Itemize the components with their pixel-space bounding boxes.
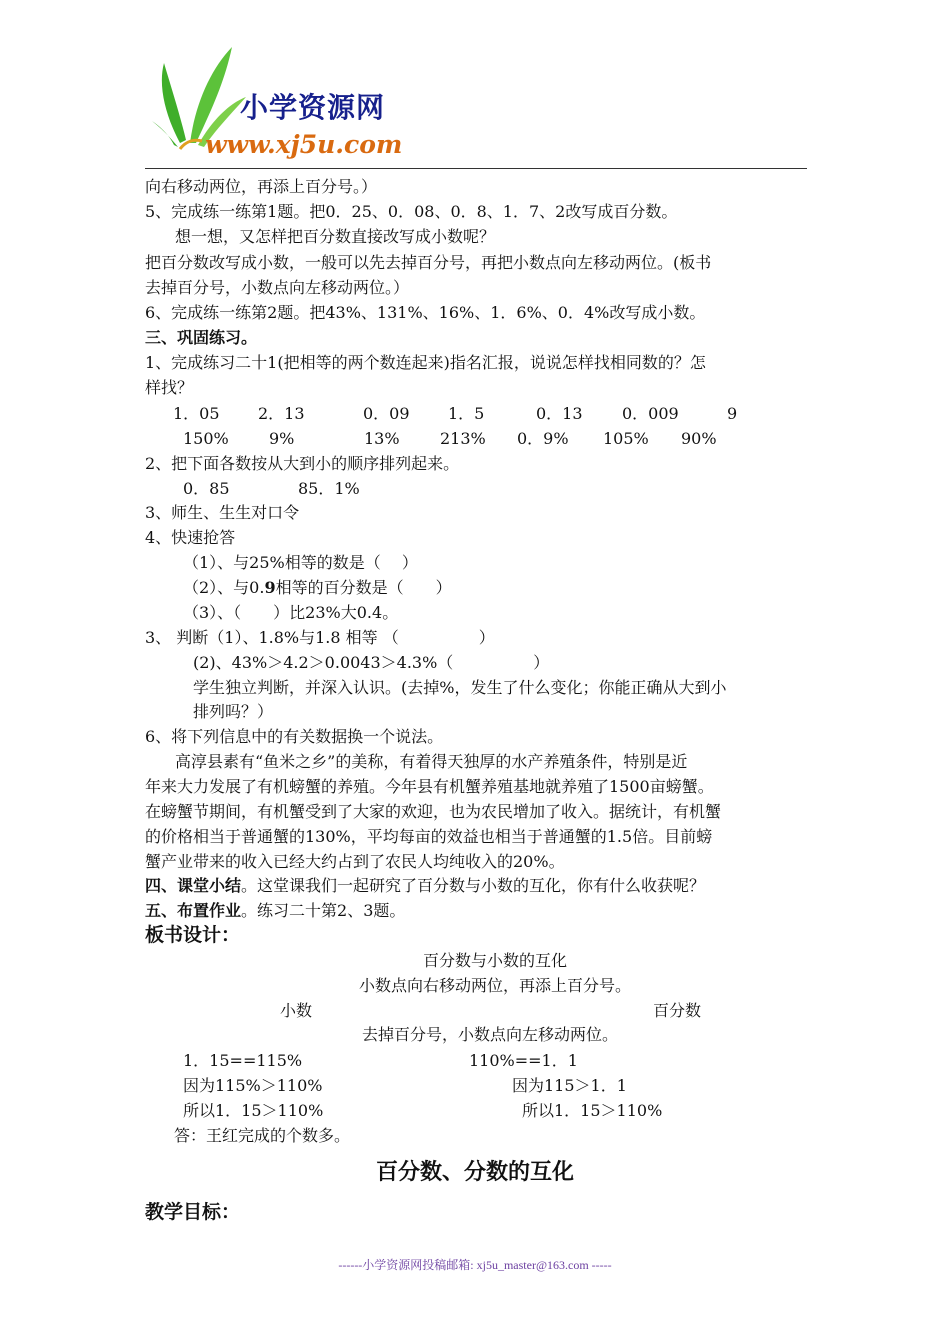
number-cell: 0．13 xyxy=(536,404,583,423)
text-segment: 。练习二十第2、3题。 xyxy=(241,901,406,920)
site-name: 小学资源网 xyxy=(240,91,386,124)
text-segment: 相等的百分数是（ ） xyxy=(275,578,452,597)
text-segment: （2）、与0. xyxy=(183,578,265,597)
number-cell: 90% xyxy=(681,429,717,448)
number-cell: 0．85 xyxy=(183,479,230,498)
paragraph-line: 高淳县素有“鱼米之乡”的美称，有着得天独厚的水产养殖条件，特别是近 xyxy=(175,752,688,771)
objectives-heading: 教学目标： xyxy=(145,1201,241,1223)
number-cell: 0．009 xyxy=(622,404,679,423)
text-line xyxy=(145,901,405,921)
text-line: （1）、与25%相等的数是（ ） xyxy=(183,553,418,572)
text-line: 去掉百分号，小数点向左移动两位。） xyxy=(145,278,410,297)
text-line: 向右移动两位，再添上百分号。） xyxy=(145,177,378,196)
number-cell: 9 xyxy=(727,404,738,423)
text-line: 排列吗？） xyxy=(193,702,274,721)
text-line: 4、快速抢答 xyxy=(145,528,236,547)
number-cell: 1．5 xyxy=(448,404,485,423)
paragraph-line: 的价格相当于普通蟹的130%，平均每亩的效益也相当于普通蟹的1.5倍。目前螃 xyxy=(145,827,713,846)
section-heading: 四、课堂小结 xyxy=(145,876,242,895)
text-line xyxy=(183,578,452,598)
number-cell: 85．1% xyxy=(298,479,360,498)
text-line: （3）、（ ）比23%大0.4。 xyxy=(183,603,399,622)
board-label-left: 小数 xyxy=(280,1001,313,1020)
text-line: 5、完成练一练第1题。把0．25、0．08、0．8、1．7、2改写成百分数。 xyxy=(145,202,678,221)
repeating-digit: 9 xyxy=(264,578,276,597)
text-line: 把百分数改写成小数，一般可以先去掉百分号，再把小数点向左移动两位。(板书 xyxy=(145,253,712,272)
board-rule: 小数点向右移动两位，再添上百分号。 xyxy=(358,976,631,995)
header-divider xyxy=(145,168,807,169)
board-label-right: 百分数 xyxy=(653,1001,702,1020)
board-left-line: 所以1．15＞110% xyxy=(183,1101,324,1120)
board-title: 百分数与小数的互化 xyxy=(422,951,567,970)
number-cell: 2．13 xyxy=(258,404,305,423)
footer-contact: ------小学资源网投稿邮箱: xj5u_master@163.com ----- xyxy=(338,1258,612,1272)
board-answer: 答：王红完成的个数多。 xyxy=(174,1126,351,1145)
text-line: (2)、43%＞4.2＞0.0043＞4.3%（ ） xyxy=(193,653,550,672)
board-right-line: 所以1．15＞110% xyxy=(522,1101,663,1120)
board-left-line: 因为115%＞110% xyxy=(183,1076,323,1095)
number-cell: 150% xyxy=(183,429,229,448)
board-left-line: 1．15==115% xyxy=(183,1051,303,1070)
section-title: 百分数、分数的互化 xyxy=(375,1159,574,1185)
number-cell: 105% xyxy=(603,429,649,448)
number-cell: 9% xyxy=(269,429,295,448)
text-line: 想一想，又怎样把百分数直接改写成小数呢？ xyxy=(175,227,496,246)
board-rule: 去掉百分号，小数点向左移动两位。 xyxy=(361,1025,618,1044)
text-line: 3、师生、生生对口令 xyxy=(145,503,300,522)
text-line: 样找？ xyxy=(145,378,194,397)
text-line: 6、将下列信息中的有关数据换一个说法。 xyxy=(145,727,444,746)
text-segment: 。这堂课我们一起研究了百分数与小数的互化，你有什么收获呢？ xyxy=(241,876,706,895)
paragraph-line: 在螃蟹节期间，有机蟹受到了大家的欢迎，也为农民增加了收入。据统计，有机蟹 xyxy=(145,802,722,821)
number-cell: 0．9% xyxy=(517,429,569,448)
number-cell: 1．05 xyxy=(173,404,220,423)
text-line: 3、 判断（1）、1.8%与1.8 相等 （ ） xyxy=(145,628,495,647)
board-right-line: 因为115＞1．1 xyxy=(512,1076,627,1095)
text-line: 1、完成练习二十1(把相等的两个数连起来)指名汇报，说说怎样找相同数的？怎 xyxy=(145,353,706,372)
section-heading: 三、巩固练习。 xyxy=(145,328,258,347)
paragraph-line: 蟹产业带来的收入已经大约占到了农民人均纯收入的20%。 xyxy=(145,852,565,871)
site-url: www.xj5u.com xyxy=(205,130,403,159)
number-cell: 213% xyxy=(440,429,486,448)
paragraph-line: 年来大力发展了有机螃蟹的养殖。今年县有机蟹养殖基地就养殖了1500亩螃蟹。 xyxy=(145,777,714,796)
text-line: 6、完成练一练第2题。把43%、131%、16%、1．6%、0．4%改写成小数。 xyxy=(145,303,706,322)
text-line: 学生独立判断，并深入认识。(去掉%，发生了什么变化；你能正确从大到小 xyxy=(193,678,727,697)
number-cell: 0．09 xyxy=(363,404,410,423)
text-line: 2、把下面各数按从大到小的顺序排列起来。 xyxy=(145,454,460,473)
number-cell: 13% xyxy=(364,429,400,448)
board-heading: 板书设计： xyxy=(145,924,241,946)
text-line xyxy=(145,876,705,896)
section-heading: 五、布置作业 xyxy=(145,901,242,920)
board-right-line: 110%==1．1 xyxy=(469,1051,578,1070)
